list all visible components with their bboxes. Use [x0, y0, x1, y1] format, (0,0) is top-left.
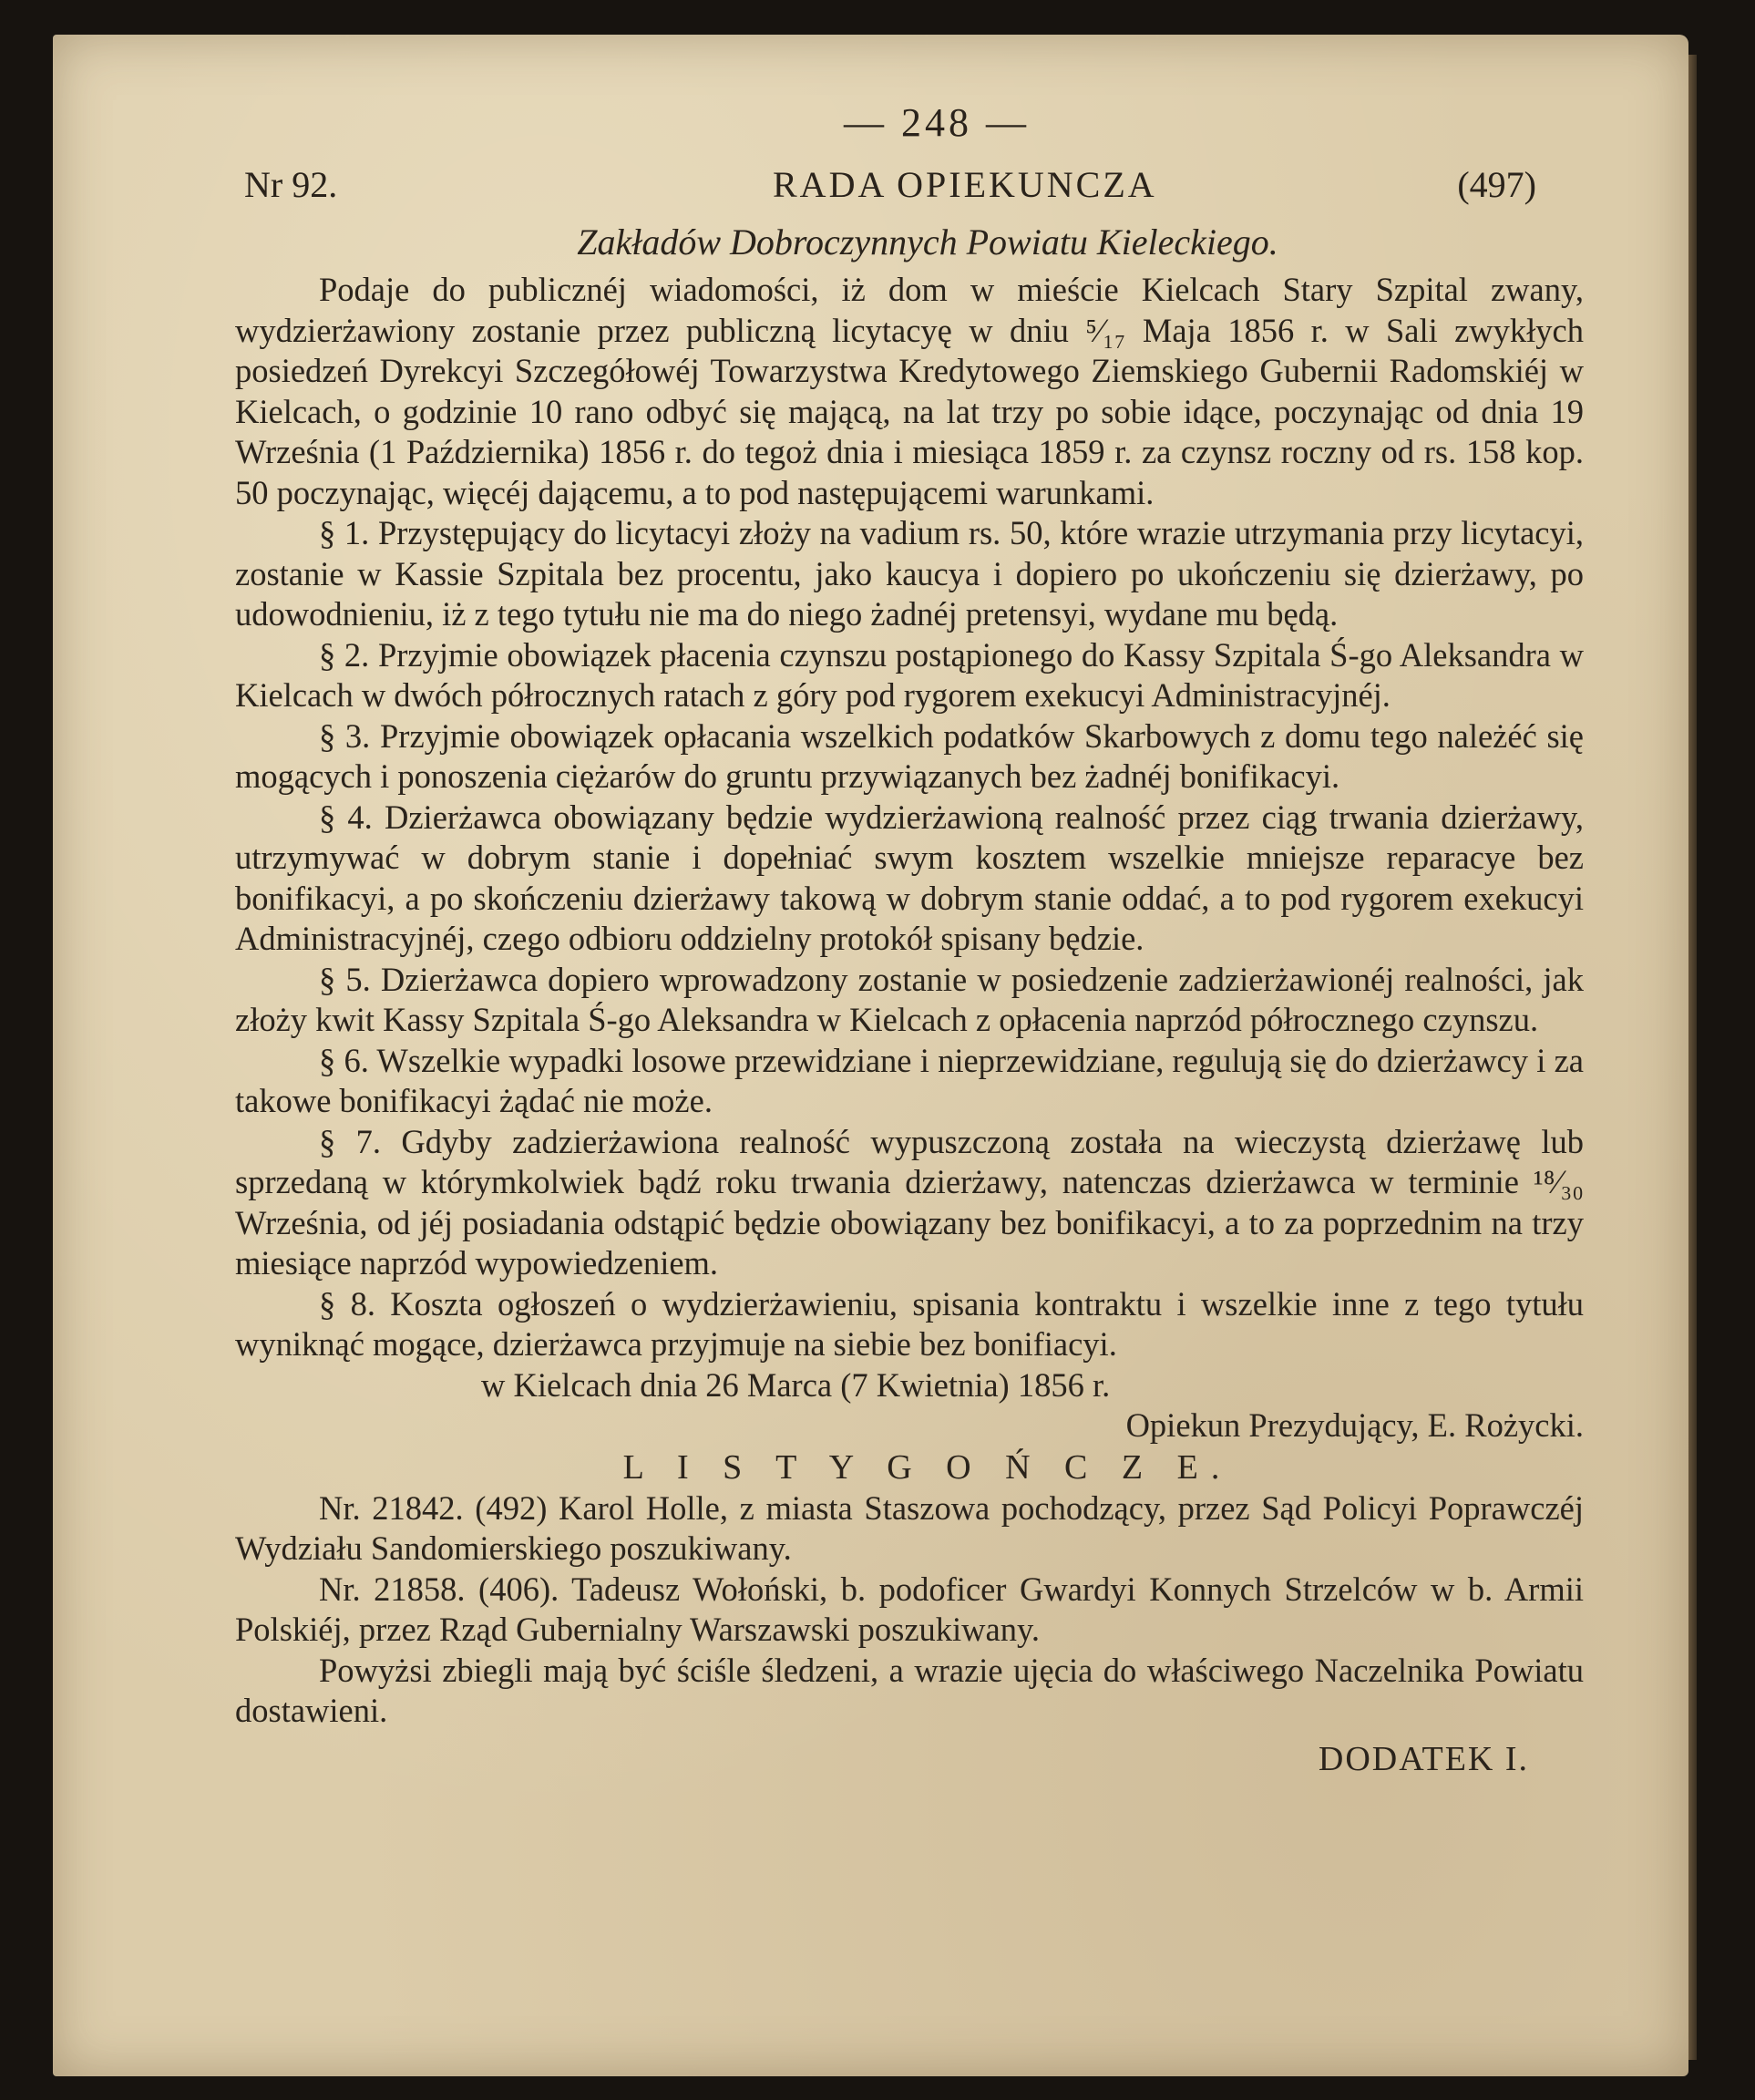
paragraph-6: § 6. Wszelkie wypadki losowe przewidziane i nieprzewidziane, regulują się do dzierżawcy i za takowe bonifikacyi żądać nie może.: [235, 1041, 1584, 1119]
notice-header: [235, 155, 1584, 215]
intro-paragraph: Podaje do publicznéj wiadomości, iż dom w mieście Kielcach Stary Szpital zwany, wydzierżawiony zostanie przez publiczną licytacyę w dniu ⁵⁄₁₇ Maja 1856 r. w Sali zwykłych posiedzeń Dyrekcyi Szczegółowéj Towarzystwa Kredytowego Ziemskiego Gubernii Radomskiéj w Kielcach, o godzinie 10 rano odbyć się mającą, na lat trzy po sobie idące, poczynając od dnia 19 Września (1 Października) 1856 r. do tegoż dnia i miesiąca 1859 r. za czynsz roczny od rs. 158 kop. 50 poczynając, więcéj dającemu, a to pod następującemi warunkami.: [235, 271, 1584, 511]
listy-entry-2: Nr. 21858. (406). Tadeusz Wołoński, b. podoficer Gwardyi Konnych Strzelców w b. Armii Polskiéj, przez Rząd Gubernialny Warszawski poszukiwany.: [235, 1570, 1584, 1648]
paragraph-7: § 7. Gdyby zadzierżawiona realność wypuszczoną została na wieczystą dzierżawę lub sprzedaną w którymkolwiek bądź roku trwania dzierżawy, natenczas dzierżawca w terminie ¹⁸⁄₃₀ Września, od jéj posiadania odstąpić będzie obowiązany bez bonifikacyi, a to za poprzednim na trzy miesiące naprzód wypowiedzeniem.: [235, 1122, 1584, 1282]
notice-number: Nr 92.: [244, 164, 338, 205]
paragraph-8: § 8. Koszta ogłoszeń o wydzierżawieniu, spisania kontraktu i wszelkie inne z tego tytułu wyniknąć mogące, dzierżawca przyjmuje na siebie bez bonifiacyi.: [235, 1284, 1584, 1363]
signature-line: Opiekun Prezydujący, E. Rożycki.: [1125, 1406, 1584, 1444]
paragraph-2: § 2. Przyjmie obowiązek płacenia czynszu postąpionego do Kassy Szpitala Ś-go Aleksandra w Kielcach w dwóch półrocznych ratach z góry pod rygorem exekucyi Administracyjnéj.: [235, 635, 1584, 714]
paragraph-4: § 4. Dzierżawca obowiązany będzie wydzierżawioną realność przez ciąg trwania dzierżawy, utrzymywać w dobrym stanie i dopełniać swym kosztem wszelkie mniejsze reparacye bez bonifikacyi, a po skończeniu dzierżawy takową w dobrym stanie oddać, a to pod rygorem exekucyi Administracyjnéj, czego odbioru oddzielny protokół spisany będzie.: [235, 798, 1584, 957]
notice-code: (497): [1457, 164, 1536, 205]
listy-heading: L I S T Y G O Ń C Z E.: [622, 1447, 1233, 1487]
notice-subtitle: Zakładów Dobroczynnych Powiatu Kieleckiego.: [577, 221, 1278, 262]
paragraph-3: § 3. Przyjmie obowiązek opłacania wszelkich podatków Skarbowych z domu tego należéć się mogących i ponoszenia ciężarów do gruntu przywiązanych bez żadnéj bonifikacyi.: [235, 716, 1584, 795]
page-content: [235, 91, 1584, 1786]
place-date-line: w Kielcach dnia 26 Marca (7 Kwietnia) 1856 r.: [481, 1365, 1111, 1404]
paragraph-1: § 1. Przystępujący do licytacyi złoży na vadium rs. 50, które wrazie utrzymania przy licytacyi, zostanie w Kassie Szpitala bez procentu, jako kaucya i dopiero po ukończeniu się dzierżawy, po udowodnieniu, iż z tego tytułu nie ma do niego żadnéj pretensyi, wydane mu będą.: [235, 514, 1584, 633]
listy-entry-1: Nr. 21842. (492) Karol Holle, z miasta Staszowa pochodzący, przez Sąd Policyi Poprawczéj Wydziału Sandomierskiego poszukiwany.: [235, 1488, 1584, 1567]
listy-closing: Powyżsi zbiegli mają być ściśle śledzeni, a wrazie ujęcia do właściwego Naczelnika Powiatu dostawieni.: [235, 1651, 1584, 1729]
page-number: — 248 —: [844, 100, 1030, 145]
notice-title: RADA OPIEKUNCZA: [773, 164, 1157, 205]
paragraph-5: § 5. Dzierżawca dopiero wprowadzony zostanie w posiedzenie zadzierżawionéj realności, jak złoży kwit Kassy Szpitala Ś-go Aleksandra w Kielcach z opłacenia naprzód półrocznego czynszu.: [235, 960, 1584, 1038]
dodatek-label: DODATEK I.: [1318, 1739, 1529, 1778]
